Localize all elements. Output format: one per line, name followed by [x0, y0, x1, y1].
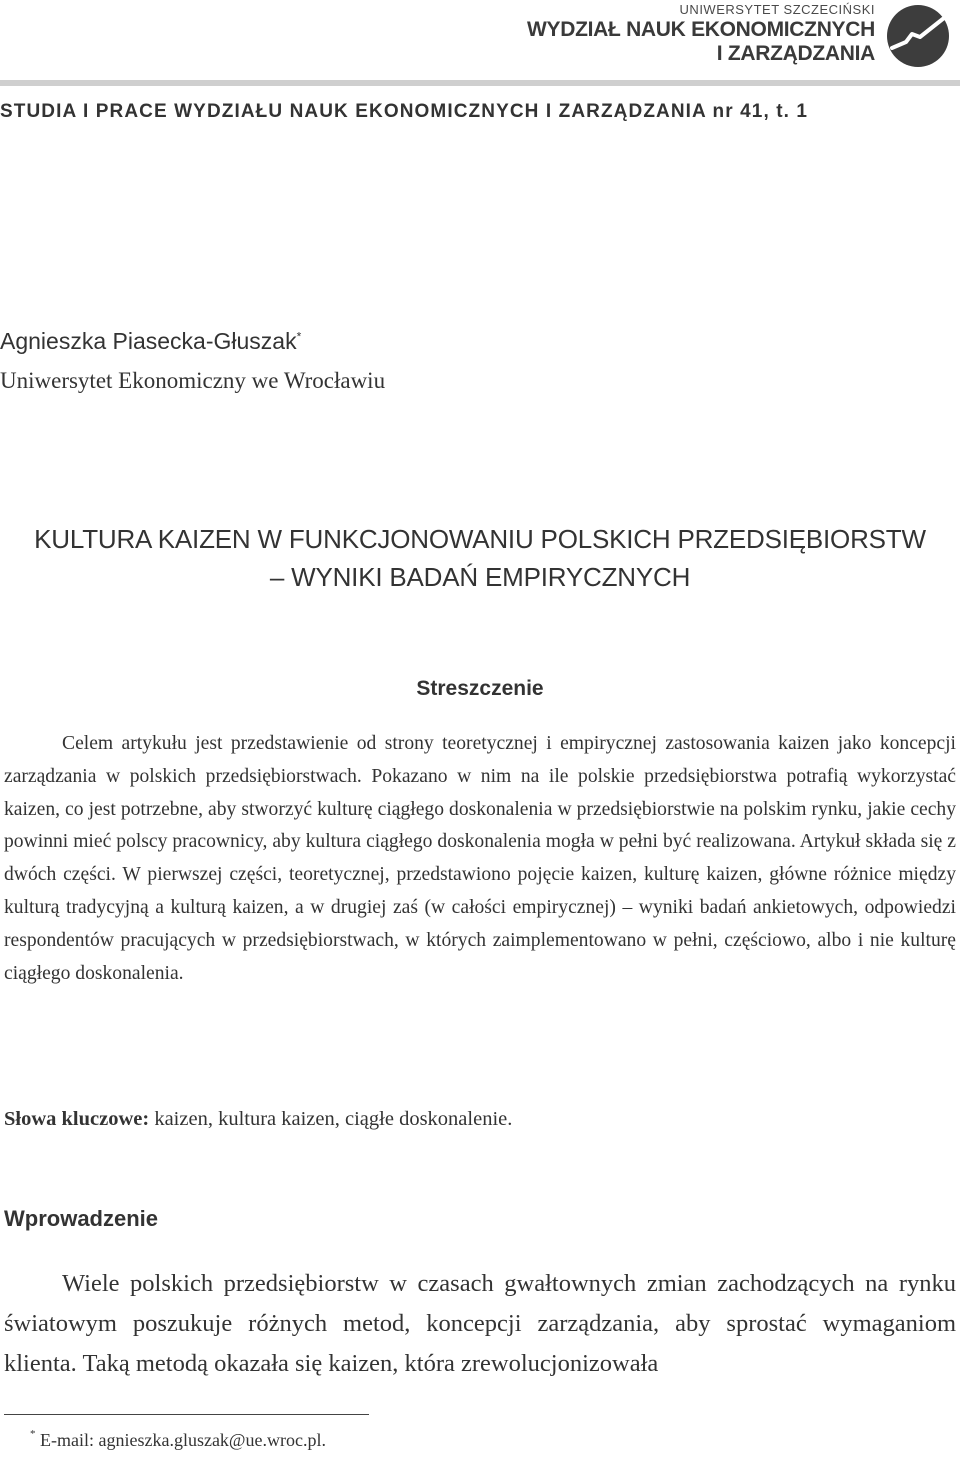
keywords [4, 1108, 956, 1131]
author-name [0, 328, 301, 355]
keywords-label: Słowa kluczowe: [4, 1108, 150, 1130]
series-title: STUDIA I PRACE WYDZIAŁU NAUK EKONOMICZNYCH I ZARZĄDZANIA nr 41, t. 1 [0, 101, 809, 122]
rising-line-emblem-icon [886, 4, 950, 68]
university-name: UNIWERSYTET SZCZECIŃSKI [679, 2, 875, 17]
article-title-line2: – WYNIKI BADAŃ EMPIRYCZNYCH [269, 562, 691, 592]
university-wordmark [527, 2, 875, 66]
article-title-line1: KULTURA KAIZEN W FUNKCJONOWANIU POLSKICH PRZEDSIĘBIORSTW [34, 524, 926, 554]
author-name-text: Agnieszka Piasecka-Głuszak [0, 328, 297, 354]
footnote-marker: * [30, 1428, 36, 1440]
footnote [30, 1430, 326, 1451]
faculty-name-line2: I ZARZĄDZANIA [716, 42, 875, 65]
university-logo [490, 2, 950, 72]
author-affiliation: Uniwersytet Ekonomiczny we Wrocławiu [0, 368, 386, 393]
author-footnote-marker: * [296, 329, 302, 344]
introduction-text: Wiele polskich przedsiębiorstw w czasach gwałtownych zmian zachodzących na rynku światowym poszukuje różnych metod, koncepcji zarządzania, aby sprostać wymaganiom klienta. Taką metodą okazała się kaizen, która zrewolucjonizowała [4, 1270, 956, 1377]
abstract-heading: Streszczenie [416, 677, 544, 700]
article-title [0, 520, 960, 596]
section-heading-introduction: Wprowadzenie [4, 1206, 159, 1231]
footnote-divider [4, 1414, 369, 1415]
abstract-text: Celem artykułu jest przedstawienie od strony teoretycznej i empirycznej zastosowania kaizen jako koncepcji zarządzania w polskich przedsiębiorstwach. Pokazano w nim na ile polskie przedsiębiorstwa potrafią wykorzystać kaizen, co jest potrzebne, aby stworzyć kulturę ciągłego doskonalenia w przedsiębiorstwie na polskim rynku, jakie cechy powinni mieć polscy pracownicy, aby kultura ciągłego doskonalenia mogła w pełni być realizowana. Artykuł składa się z dwóch części. W pierwszej części, teoretycznej, przedstawiono pojęcie kaizen, kulturę kaizen, główne różnice między kulturą tradycyjną a kulturą kaizen, a w drugiej zaś (w całości empirycznej) – wyniki badań ankietowych, odpowiedzi respondentów pracujących w przedsiębiorstwach, w których zaimplementowano w pełni, częściowo, albo i nie kulturę ciągłego doskonalenia. [4, 733, 956, 984]
footnote-email: E-mail: agnieszka.gluszak@ue.wroc.pl. [40, 1430, 326, 1450]
faculty-name-line1: WYDZIAŁ NAUK EKONOMICZNYCH [526, 18, 875, 41]
keywords-text: kaizen, kultura kaizen, ciągłe doskonalenie. [154, 1108, 513, 1130]
header-divider [0, 80, 960, 86]
